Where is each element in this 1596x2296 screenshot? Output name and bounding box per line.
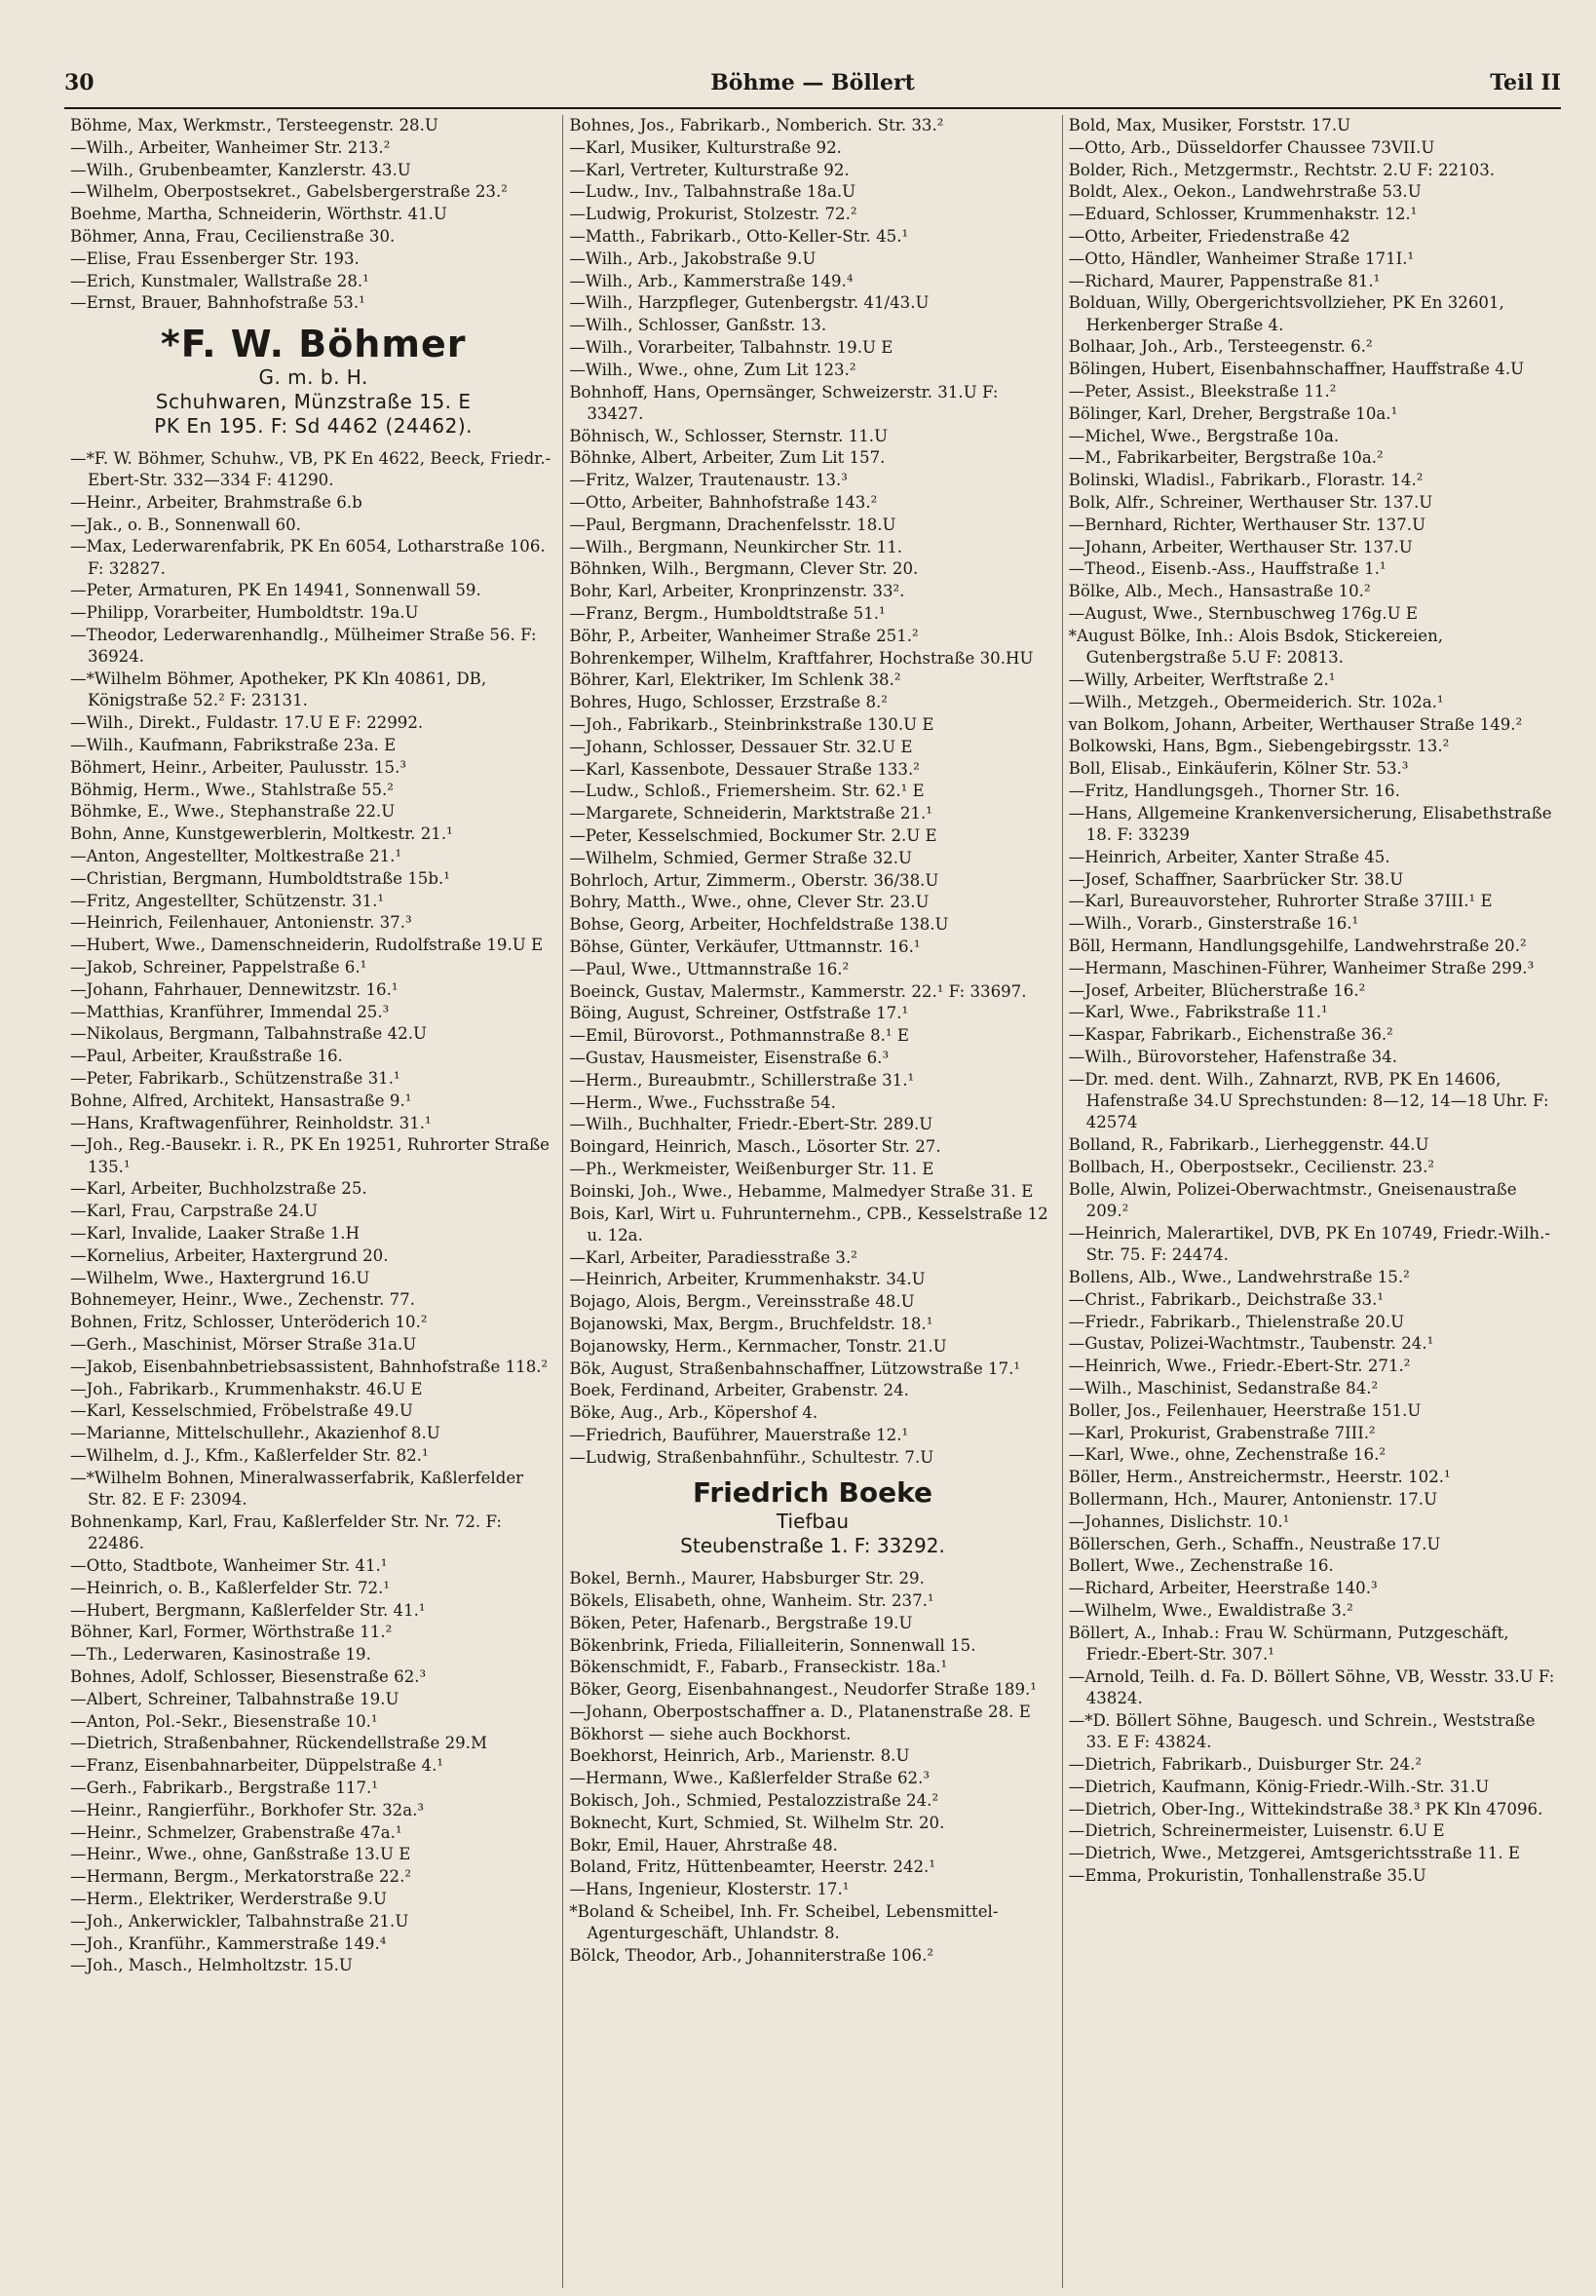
directory-entry: —Karl, Prokurist, Grabenstraße 7III.² — [1068, 1423, 1376, 1442]
directory-entry: Bokr, Emil, Hauer, Ahrstraße 48. — [569, 1835, 838, 1855]
directory-entry: —Paul, Bergmann, Drachenfelsstr. 18.U — [569, 515, 896, 534]
directory-entry: —Wilh., Metzgeh., Obermeiderich. Str. 102a.¹ — [1068, 692, 1444, 711]
directory-entry: —*D. Böllert Söhne, Baugesch. und Schrein., Weststraße 33. E F: 43824. — [1068, 1710, 1536, 1752]
directory-entry: —Heinrich, Arbeiter, Krummenhakstr. 34.U — [569, 1270, 926, 1289]
directory-entry: Böing, August, Schreiner, Ostfstraße 17.¹ — [569, 1004, 909, 1023]
directory-entry: —Wilh., Grubenbeamter, Kanzlerstr. 43.U — [70, 160, 411, 179]
ad-company-name: Friedrich Boeke — [693, 1476, 932, 1510]
directory-entry: Bohry, Matth., Wwe., ohne, Clever Str. 23.U — [569, 893, 930, 912]
directory-entry: Bollbach, H., Oberpostsekr., Cecilienstr. 23.² — [1068, 1157, 1435, 1176]
directory-entry: *Boland & Scheibel, Inh. Fr. Scheibel, Lebensmittel-Agenturgeschäft, Uhlandstr. 8. — [569, 1902, 999, 1943]
directory-entry: —Gustav, Polizei-Wachtmstr., Taubenstr. 24.¹ — [1068, 1334, 1434, 1354]
directory-entry: —M., Fabrikarbeiter, Bergstraße 10a.² — [1068, 448, 1384, 468]
directory-entry: Böhmke, E., Wwe., Stephanstraße 22.U — [70, 802, 396, 822]
directory-entry: Bojanowsky, Herm., Kernmacher, Tonstr. 21.U — [569, 1336, 947, 1356]
directory-entry: —Wilh., Harzpfleger, Gutenbergstr. 41/43.U — [569, 293, 930, 313]
directory-entry: —Wilh., Bergmann, Neunkircher Str. 11. — [569, 537, 903, 556]
column-3 — [1063, 115, 1561, 2288]
directory-entry: Bölke, Alb., Mech., Hansastraße 10.² — [1068, 582, 1371, 601]
directory-entry: —Kaspar, Fabrikarb., Eichenstraße 36.² — [1068, 1025, 1393, 1045]
directory-entry: —Josef, Arbeiter, Blücherstraße 16.² — [1068, 980, 1366, 1000]
directory-entry: —Johann, Arbeiter, Werthauser Str. 137.U — [1068, 537, 1413, 556]
page-part: Teil II — [1490, 70, 1561, 96]
directory-entry: Bohres, Hugo, Schlosser, Erzstraße 8.² — [569, 693, 888, 712]
directory-entry: Bokisch, Joh., Schmied, Pestalozzistraße 24.² — [569, 1791, 939, 1811]
directory-entry: —Wilh., Bürovorsteher, Hafenstraße 34. — [1068, 1047, 1397, 1066]
directory-entry: —Wilh., Arb., Jakobstraße 9.U — [569, 249, 817, 268]
directory-entry: —Joh., Fabrikarb., Krummenhakstr. 46.U E — [70, 1379, 423, 1398]
directory-entry: Bohnes, Adolf, Schlosser, Biesenstraße 62.³ — [70, 1667, 427, 1686]
directory-entry: —Hubert, Bergmann, Kaßlerfelder Str. 41.¹ — [70, 1600, 426, 1620]
directory-entry: —Wilh., Arbeiter, Wanheimer Str. 213.² — [70, 137, 391, 157]
advertisement-boehmer — [70, 323, 556, 439]
directory-entry: —Peter, Armaturen, PK En 14941, Sonnenwall 59. — [70, 581, 481, 600]
directory-entry: Bokel, Bernh., Maurer, Habsburger Str. 29. — [569, 1569, 925, 1588]
directory-entry: —Willy, Arbeiter, Werftstraße 2.¹ — [1068, 670, 1336, 689]
directory-entry: —Friedrich, Bauführer, Mauerstraße 12.¹ — [569, 1426, 909, 1445]
directory-entry: Boehme, Martha, Schneiderin, Wörthstr. 41.U — [70, 205, 447, 224]
directory-entry: Bohnhoff, Hans, Opernsänger, Schweizerstr. 31.U F: 33427. — [569, 382, 999, 423]
directory-entry: Boll, Elisab., Einkäuferin, Kölner Str. 53.³ — [1068, 759, 1409, 779]
directory-entry: Bökels, Elisabeth, ohne, Wanheim. Str. 237.¹ — [569, 1590, 934, 1610]
directory-entry: Böhrer, Karl, Elektriker, Im Schlenk 38.² — [569, 670, 901, 690]
directory-entry: Bohnemeyer, Heinr., Wwe., Zechenstr. 77. — [70, 1290, 415, 1310]
ad-line: Schuhwaren, Münzstraße 15. E — [155, 389, 472, 413]
directory-entry: van Bolkom, Johann, Arbeiter, Werthauser Straße 149.² — [1068, 714, 1523, 734]
directory-entry: Bolland, R., Fabrikarb., Lierheggenstr. 44.U — [1068, 1135, 1429, 1155]
directory-entry: —Emil, Bürovorst., Pothmannstraße 8.¹ E — [569, 1026, 909, 1046]
directory-entry: —Heinr., Schmelzer, Grabenstraße 47a.¹ — [70, 1822, 402, 1842]
directory-entry: —Richard, Arbeiter, Heerstraße 140.³ — [1068, 1579, 1378, 1598]
entry-list — [569, 115, 1055, 1469]
directory-entry: —Wilh., Vorarb., Ginsterstraße 16.¹ — [1068, 914, 1359, 934]
directory-entry: —Philipp, Vorarbeiter, Humboldtstr. 19a.U — [70, 603, 419, 623]
directory-entry: —Franz, Eisenbahnarbeiter, Düppelstraße 4.¹ — [70, 1756, 444, 1776]
directory-entry: —Wilhelm, d. J., Kfm., Kaßlerfelder Str. 82.¹ — [70, 1446, 429, 1466]
directory-entry: Boldt, Alex., Oekon., Landwehrstraße 53.U — [1068, 182, 1422, 202]
directory-entry: —Wilh., Direkt., Fuldastr. 17.U E F: 22992. — [70, 713, 424, 733]
directory-entry: —Wilh., Schlosser, Ganßstr. 13. — [569, 316, 827, 335]
ad-line: PK En 195. F: Sd 4462 (24462). — [154, 413, 474, 438]
directory-entry: Bökenbrink, Frieda, Filialleiterin, Sonnenwall 15. — [569, 1635, 976, 1655]
directory-entry: Bohne, Alfred, Architekt, Hansastraße 9.¹ — [70, 1091, 412, 1110]
entry-list — [70, 115, 556, 315]
directory-entry: Böke, Aug., Arb., Köpershof 4. — [569, 1403, 818, 1423]
directory-entry: —Max, Lederwarenfabrik, PK En 6054, Lotharstraße 106. F: 32827. — [70, 537, 546, 578]
directory-entry: —Wilh., Kaufmann, Fabrikstraße 23a. E — [70, 736, 397, 755]
directory-entry: Böken, Peter, Hafenarb., Bergstraße 19.U — [569, 1613, 913, 1632]
page-number: 30 — [64, 70, 95, 96]
directory-entry: —Ludwig, Straßenbahnführ., Schultestr. 7.U — [569, 1447, 934, 1467]
directory-entry: —Otto, Stadtbote, Wanheimer Str. 41.¹ — [70, 1556, 388, 1576]
directory-entry: —Heinr., Wwe., ohne, Ganßstraße 13.U E — [70, 1845, 411, 1864]
directory-entry: Böhnisch, W., Schlosser, Sternstr. 11.U — [569, 426, 889, 445]
directory-entry: —Otto, Arb., Düsseldorfer Chaussee 73VII.U — [1068, 137, 1435, 157]
directory-entry: —Heinr., Rangierführ., Borkhofer Str. 32a.³ — [70, 1800, 425, 1819]
directory-entry: —Heinrich, o. B., Kaßlerfelder Str. 72.¹ — [70, 1578, 391, 1597]
directory-entry: —Ludwig, Prokurist, Stolzestr. 72.² — [569, 205, 857, 224]
directory-entry: *August Bölke, Inh.: Alois Bsdok, Stickereien, Gutenbergstraße 5.U F: 20813. — [1068, 626, 1444, 668]
directory-entry: Böhr, P., Arbeiter, Wanheimer Straße 251.² — [569, 626, 919, 645]
directory-entry: —Wilh., Vorarbeiter, Talbahnstr. 19.U E — [569, 337, 893, 357]
directory-entry: —Hubert, Wwe., Damenschneiderin, Rudolfstraße 19.U E — [70, 936, 544, 955]
directory-entry: Bollermann, Hch., Maurer, Antonienstr. 17.U — [1068, 1489, 1438, 1509]
directory-entry: —Otto, Händler, Wanheimer Straße 171I.¹ — [1068, 249, 1415, 268]
directory-entry: —Karl, Arbeiter, Buchholzstraße 25. — [70, 1179, 367, 1199]
directory-entry: Bojanowski, Max, Bergm., Bruchfeldstr. 18.¹ — [569, 1315, 933, 1334]
directory-entry: Bolkowski, Hans, Bgm., Siebengebirgsstr. 13.² — [1068, 737, 1450, 756]
directory-entry: —*F. W. Böhmer, Schuhw., VB, PK En 4622, Beeck, Friedr.-Ebert-Str. 332—334 F: 41290. — [70, 448, 551, 489]
directory-entry: Bohn, Anne, Kunstgewerblerin, Moltkestr. 21.¹ — [70, 824, 453, 844]
column-2 — [563, 115, 1062, 2288]
directory-entry: Boek, Ferdinand, Arbeiter, Grabenstr. 24. — [569, 1381, 909, 1400]
directory-entry: —Kornelius, Arbeiter, Haxtergrund 20. — [70, 1245, 389, 1265]
directory-entry: Bolk, Alfr., Schreiner, Werthauser Str. 137.U — [1068, 493, 1433, 513]
directory-entry: Bollert, Wwe., Zechenstraße 16. — [1068, 1556, 1334, 1576]
directory-entry: Bölinger, Karl, Dreher, Bergstraße 10a.¹ — [1068, 403, 1398, 423]
directory-entry: Boekhorst, Heinrich, Arb., Marienstr. 8.U — [569, 1746, 910, 1766]
directory-entry: —Karl, Frau, Carpstraße 24.U — [70, 1202, 318, 1221]
directory-entry: —Eduard, Schlosser, Krummenhakstr. 12.¹ — [1068, 205, 1418, 224]
directory-entry: Bolinski, Wladisl., Fabrikarb., Florastr. 14.² — [1068, 471, 1424, 490]
directory-entry: Bohr, Karl, Arbeiter, Kronprinzenstr. 33². — [569, 582, 905, 601]
directory-entry: —Joh., Reg.-Bausekr. i. R., PK En 19251, Ruhrorter Straße 135.¹ — [70, 1135, 550, 1176]
directory-entry: Böll, Hermann, Handlungsgehilfe, Landwehrstraße 20.² — [1068, 936, 1527, 955]
directory-entry: Böllert, A., Inhab.: Frau W. Schürmann, Putzgeschäft, Friedr.-Ebert-Str. 307.¹ — [1068, 1623, 1509, 1664]
directory-entry: —Johann, Fahrhauer, Dennewitzstr. 16.¹ — [70, 979, 399, 999]
directory-entry: —Peter, Fabrikarb., Schützenstraße 31.¹ — [70, 1068, 400, 1088]
directory-entry: Bolle, Alwin, Polizei-Oberwachtmstr., Gneisenaustraße 209.² — [1068, 1179, 1517, 1221]
directory-entry: —Johann, Schlosser, Dessauer Str. 32.U E — [569, 737, 913, 756]
column-1 — [64, 115, 563, 2288]
directory-entry: Böhme, Max, Werkmstr., Tersteegenstr. 28.U — [70, 116, 438, 134]
directory-entry: —Jakob, Schreiner, Pappelstraße 6.¹ — [70, 958, 367, 976]
directory-entry: —*Wilhelm Böhmer, Apotheker, PK Kln 40861, DB, Königstraße 52.² F: 23131. — [70, 670, 487, 710]
directory-entry: —Hermann, Bergm., Merkatorstraße 22.² — [70, 1867, 412, 1887]
directory-entry: —Hans, Allgemeine Krankenversicherung, Elisabethstraße 18. F: 33239 — [1068, 803, 1552, 844]
directory-entry: —Hermann, Wwe., Kaßlerfelder Straße 62.³ — [569, 1769, 931, 1788]
directory-entry: Boland, Fritz, Hüttenbeamter, Heerstr. 242.¹ — [569, 1857, 935, 1877]
directory-entry: —Joh., Masch., Helmholtzstr. 15.U — [70, 1956, 353, 1975]
directory-entry: —Otto, Arbeiter, Bahnhofstraße 143.² — [569, 493, 878, 513]
directory-entry: —Karl, Kesselschmied, Fröbelstraße 49.U — [70, 1401, 413, 1421]
directory-entry: —Margarete, Schneiderin, Marktstraße 21.¹ — [569, 804, 932, 823]
directory-entry: Boknecht, Kurt, Schmied, St. Wilhelm Str. 20. — [569, 1813, 945, 1832]
directory-entry: Böhnke, Albert, Arbeiter, Zum Lit 157. — [569, 448, 886, 468]
directory-entry: —Karl, Vertreter, Kulturstraße 92. — [569, 160, 850, 179]
directory-entry: —Erich, Kunstmaler, Wallstraße 28.¹ — [70, 271, 369, 290]
directory-entry: —Karl, Musiker, Kulturstraße 92. — [569, 137, 842, 157]
directory-entry: —Ph., Werkmeister, Weißenburger Str. 11. E — [569, 1159, 934, 1178]
directory-entry: —Josef, Schaffner, Saarbrücker Str. 38.U — [1068, 869, 1404, 889]
directory-entry: Böhmer, Anna, Frau, Cecilienstraße 30. — [70, 226, 396, 246]
directory-entry: Boingard, Heinrich, Masch., Lösorter Str. 27. — [569, 1137, 941, 1157]
directory-entry: —Michel, Wwe., Bergstraße 10a. — [1068, 426, 1340, 445]
directory-entry: Böhmig, Herm., Wwe., Stahlstraße 55.² — [70, 780, 394, 799]
directory-entry: —Wilhelm, Wwe., Ewaldistraße 3.² — [1068, 1600, 1353, 1620]
directory-entry: —Heinr., Arbeiter, Brahmstraße 6.b — [70, 492, 362, 512]
directory-entry: —Wilhelm, Oberpostsekret., Gabelsbergerstraße 23.² — [70, 182, 508, 202]
directory-entry: —Herm., Wwe., Fuchsstraße 54. — [569, 1092, 836, 1112]
directory-entry: —Heinrich, Malerartikel, DVB, PK En 10749, Friedr.-Wilh.-Str. 75. F: 24474. — [1068, 1223, 1550, 1265]
directory-entry: —Ernst, Brauer, Bahnhofstraße 53.¹ — [70, 293, 365, 313]
directory-entry: —Fritz, Handlungsgeh., Thorner Str. 16. — [1068, 781, 1400, 800]
directory-entry: —Christ., Fabrikarb., Deichstraße 33.¹ — [1068, 1289, 1384, 1309]
directory-entry: —Matth., Fabrikarb., Otto-Keller-Str. 45.¹ — [569, 226, 909, 246]
directory-entry: —Wilhelm, Schmied, Germer Straße 32.U — [569, 848, 912, 867]
header-rule — [64, 107, 1561, 109]
directory-entry: —Dietrich, Schreinermeister, Luisenstr. 6.U E — [1068, 1821, 1445, 1841]
directory-entry: —Bernhard, Richter, Werthauser Str. 137.U — [1068, 515, 1426, 534]
directory-entry: —August, Wwe., Sternbuschweg 176g.U E — [1068, 604, 1419, 624]
directory-entry: Böllerschen, Gerh., Schaffn., Neustraße 17.U — [1068, 1534, 1441, 1553]
page-header — [64, 64, 1561, 103]
directory-entry: —Peter, Assist., Bleekstraße 11.² — [1068, 382, 1337, 402]
directory-entry: —Paul, Arbeiter, Kraußstraße 16. — [70, 1047, 343, 1066]
directory-entry: Böhse, Günter, Verkäufer, Uttmannstr. 16.¹ — [569, 937, 921, 956]
directory-entry: —Dietrich, Ober-Ing., Wittekindstraße 38.³ PK Kln 47096. — [1068, 1799, 1543, 1818]
directory-entry: —Ludw., Schloß., Friemersheim. Str. 62.¹ E — [569, 782, 925, 801]
directory-entry: —Wilh., Maschinist, Sedanstraße 84.² — [1068, 1378, 1379, 1397]
directory-entry: —Joh., Ankerwickler, Talbahnstraße 21.U — [70, 1911, 409, 1931]
directory-entry: —Emma, Prokuristin, Tonhallenstraße 35.U — [1068, 1865, 1426, 1885]
directory-entry: Bökenschmidt, F., Fabarb., Franseckistr. 18a.¹ — [569, 1658, 948, 1677]
directory-entry: —Wilh., Arb., Kammerstraße 149.⁴ — [569, 271, 854, 290]
directory-entry: —Heinrich, Wwe., Friedr.-Ebert-Str. 271.² — [1068, 1357, 1411, 1376]
directory-entry: Bolduan, Willy, Obergerichtsvollzieher, PK En 32601, Herkenberger Straße 4. — [1068, 293, 1504, 334]
directory-entry: —Marianne, Mittelschullehr., Akazienhof 8.U — [70, 1424, 440, 1443]
directory-entry: —Hermann, Maschinen-Führer, Wanheimer Straße 299.³ — [1068, 958, 1535, 977]
directory-entry: —Wilh., Wwe., ohne, Zum Lit 123.² — [569, 360, 856, 379]
page-title: Böhme — Böllert — [710, 70, 915, 96]
directory-entry: —Albert, Schreiner, Talbahnstraße 19.U — [70, 1689, 399, 1708]
directory-entry: Bohse, Georg, Arbeiter, Hochfeldstraße 138.U — [569, 915, 949, 935]
directory-entry: —Dietrich, Wwe., Metzgerei, Amtsgerichtsstraße 11. E — [1068, 1844, 1521, 1863]
directory-entry: —Matthias, Kranführer, Immendal 25.³ — [70, 1002, 390, 1021]
ad-company-name: *F. W. Böhmer — [160, 322, 467, 365]
directory-entry: Boeinck, Gustav, Malermstr., Kammerstr. 22.¹ F: 33697. — [569, 981, 1027, 1001]
ad-line: G. m. b. H. — [258, 364, 368, 389]
directory-entry: —Christian, Bergmann, Humboldtstraße 15b.¹ — [70, 868, 450, 888]
directory-entry: Boller, Jos., Feilenhauer, Heerstraße 151.U — [1068, 1400, 1422, 1420]
directory-entry: —Anton, Angestellter, Moltkestraße 21.¹ — [70, 847, 402, 866]
directory-entry: Bolder, Rich., Metzgermstr., Rechtstr. 2.U F: 22103. — [1068, 160, 1496, 179]
directory-entry: Bollens, Alb., Wwe., Landwehrstraße 15.² — [1068, 1267, 1410, 1286]
directory-entry: —Arnold, Teilh. d. Fa. D. Böllert Söhne, VB, Wesstr. 33.U F: 43824. — [1068, 1666, 1555, 1708]
directory-entry: —Herm., Elektriker, Werderstraße 9.U — [70, 1889, 387, 1908]
directory-entry: —Karl, Arbeiter, Paradiesstraße 3.² — [569, 1247, 857, 1267]
directory-entry: Bold, Max, Musiker, Forststr. 17.U — [1068, 116, 1351, 134]
advertisement-boeke — [569, 1476, 1055, 1558]
directory-entry: —Elise, Frau Essenberger Str. 193. — [70, 249, 360, 268]
directory-entry: —Richard, Maurer, Pappenstraße 81.¹ — [1068, 271, 1381, 290]
directory-entry: —Dietrich, Straßenbahner, Rückendellstraße 29.M — [70, 1734, 487, 1753]
directory-entry: —Peter, Kesselschmied, Bockumer Str. 2.U E — [569, 826, 937, 845]
directory-entry: Böhnken, Wilh., Bergmann, Clever Str. 20. — [569, 559, 919, 579]
directory-entry: —Franz, Bergm., Humboldtstraße 51.¹ — [569, 604, 886, 624]
directory-entry: —*Wilhelm Bohnen, Mineralwasserfabrik, Kaßlerfelder Str. 82. E F: 23094. — [70, 1468, 524, 1510]
directory-entry: —Karl, Wwe., ohne, Zechenstraße 16.² — [1068, 1445, 1387, 1465]
directory-entry: —Heinrich, Feilenhauer, Antonienstr. 37.³ — [70, 913, 412, 933]
directory-entry: —Hans, Kraftwagenführer, Reinholdstr. 31.¹ — [70, 1113, 432, 1132]
directory-entry: —Joh., Fabrikarb., Steinbrinkstraße 130.U E — [569, 715, 934, 735]
directory-entry: —Friedr., Fabrikarb., Thielenstraße 20.U — [1068, 1312, 1405, 1331]
directory-entry: —Ludw., Inv., Talbahnstraße 18a.U — [569, 182, 856, 202]
directory-entry: —Johannes, Dislichstr. 10.¹ — [1068, 1512, 1290, 1531]
entry-list — [569, 1568, 1055, 1967]
entry-list — [1069, 115, 1555, 1887]
directory-entry: Bohnes, Jos., Fabrikarb., Nomberich. Str. 33.² — [569, 116, 944, 134]
directory-entry: —Dr. med. dent. Wilh., Zahnarzt, RVB, PK En 14606, Hafenstraße 34.U Sprechstunden: 8—12, 14—18 Uhr. F: 42574 — [1068, 1069, 1549, 1132]
directory-entry: —Gustav, Hausmeister, Eisenstraße 6.³ — [569, 1048, 890, 1067]
directory-entry: —Karl, Bureauvorsteher, Ruhrorter Straße 37III.¹ E — [1068, 892, 1493, 911]
directory-entry: —Paul, Wwe., Uttmannstraße 16.² — [569, 959, 850, 978]
directory-entry: Bohnenkamp, Karl, Frau, Kaßlerfelder Str. Nr. 72. F: 22486. — [70, 1512, 502, 1553]
directory-entry: Böller, Herm., Anstreichermstr., Heerstr. 102.¹ — [1068, 1468, 1451, 1487]
directory-entry: —Otto, Arbeiter, Friedenstraße 42 — [1068, 226, 1350, 246]
directory-entry: —Th., Lederwaren, Kasinostraße 19. — [70, 1645, 371, 1665]
directory-entry: —Heinrich, Arbeiter, Xanter Straße 45. — [1068, 847, 1390, 866]
directory-entry: —Herm., Bureaubmtr., Schillerstraße 31.¹ — [569, 1070, 915, 1090]
directory-entry: —Karl, Kassenbote, Dessauer Straße 133.² — [569, 759, 920, 779]
entry-list — [70, 448, 556, 1977]
directory-entry: Bohrenkemper, Wilhelm, Kraftfahrer, Hochstraße 30.HU — [569, 648, 1034, 668]
directory-entry: —Karl, Wwe., Fabrikstraße 11.¹ — [1068, 1003, 1328, 1022]
directory-entry: —Wilh., Buchhalter, Friedr.-Ebert-Str. 289.U — [569, 1115, 933, 1134]
directory-entry: —Jak., o. B., Sonnenwall 60. — [70, 515, 301, 534]
directory-entry: Bojago, Alois, Bergm., Vereinsstraße 48.U — [569, 1292, 915, 1312]
directory-entry: —Gerh., Maschinist, Mörser Straße 31a.U — [70, 1335, 417, 1355]
directory-entry: —Fritz, Angestellter, Schützenstr. 31.¹ — [70, 891, 385, 910]
directory-entry: —Karl, Invalide, Laaker Straße 1.H — [70, 1224, 361, 1244]
directory-entry: Bohrloch, Artur, Zimmerm., Oberstr. 36/38.U — [569, 870, 939, 890]
directory-entry: —Theodor, Lederwarenhandlg., Mülheimer Straße 56. F: 36924. — [70, 626, 537, 667]
directory-entry: Böker, Georg, Eisenbahnangest., Neudorfer Straße 189.¹ — [569, 1680, 1037, 1700]
directory-entry: —Dietrich, Fabrikarb., Duisburger Str. 24.² — [1068, 1754, 1423, 1774]
directory-entry: —Johann, Oberpostschaffner a. D., Platanenstraße 28. E — [569, 1702, 1031, 1721]
directory-entry: Boinski, Joh., Wwe., Hebamme, Malmedyer Straße 31. E — [569, 1181, 1034, 1201]
directory-entry: —Fritz, Walzer, Trautenaustr. 13.³ — [569, 471, 848, 490]
ad-line: Tiefbau — [776, 1510, 850, 1534]
directory-entry: —Anton, Pol.-Sekr., Biesenstraße 10.¹ — [70, 1711, 378, 1731]
directory-entry: Bök, August, Straßenbahnschaffner, Lützowstraße 17.¹ — [569, 1358, 1021, 1378]
directory-entry: —Hans, Ingenieur, Klosterstr. 17.¹ — [569, 1880, 850, 1899]
directory-entry: —Joh., Kranführ., Kammerstraße 149.⁴ — [70, 1933, 387, 1953]
columns — [64, 115, 1561, 2288]
directory-entry: Bohnen, Fritz, Schlosser, Unteröderich 10.² — [70, 1313, 428, 1332]
directory-entry: —Dietrich, Kaufmann, König-Friedr.-Wilh.-Str. 31.U — [1068, 1777, 1490, 1796]
directory-entry: —Gerh., Fabrikarb., Bergstraße 117.¹ — [70, 1778, 378, 1797]
directory-entry: Böhmert, Heinr., Arbeiter, Paulusstr. 15.³ — [70, 757, 406, 777]
directory-entry: —Wilhelm, Wwe., Haxtergrund 16.U — [70, 1268, 370, 1287]
directory-entry: —Jakob, Eisenbahnbetriebsassistent, Bahnhofstraße 118.² — [70, 1357, 549, 1376]
ad-line: Steubenstraße 1. F: 33292. — [680, 1534, 945, 1558]
directory-entry: Böhner, Karl, Former, Wörthstraße 11.² — [70, 1623, 393, 1642]
directory-entry: Bolhaar, Joh., Arb., Tersteegenstr. 6.² — [1068, 337, 1373, 357]
directory-entry: —Theod., Eisenb.-Ass., Hauffstraße 1.¹ — [1068, 559, 1387, 579]
directory-entry: Bölingen, Hubert, Eisenbahnschaffner, Hauffstraße 4.U — [1068, 360, 1525, 379]
directory-entry: Bölck, Theodor, Arb., Johanniterstraße 106.² — [569, 1946, 934, 1966]
directory-entry: —Nikolaus, Bergmann, Talbahnstraße 42.U — [70, 1024, 427, 1044]
directory-entry: Bois, Karl, Wirt u. Fuhrunternehm., CPB., Kesselstraße 12 u. 12a. — [569, 1204, 1048, 1244]
directory-entry: Bökhorst — siehe auch Bockhorst. — [569, 1724, 852, 1743]
